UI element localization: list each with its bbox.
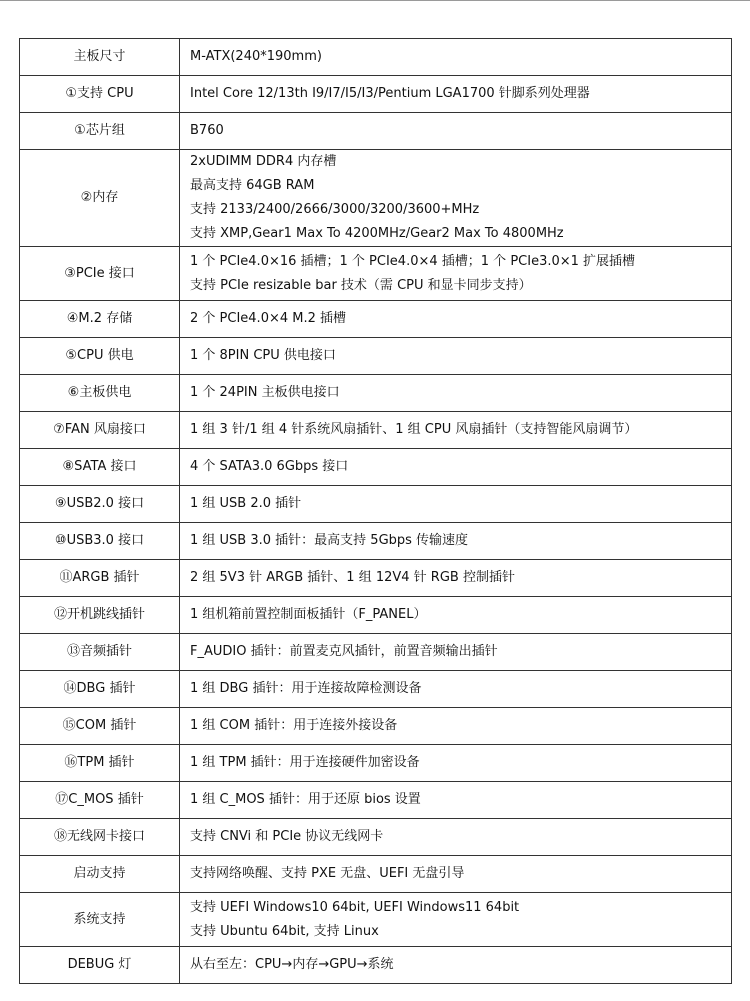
spec-label: ⑰C_MOS 插针 (55, 792, 144, 807)
spec-label-cell (20, 76, 180, 113)
spec-label-cell (20, 412, 180, 449)
spec-value-cell (180, 76, 732, 113)
spec-value-cell (180, 449, 732, 486)
spec-value-line: 1 个 24PIN 主板供电接口 (190, 385, 340, 400)
spec-label: 启动支持 (73, 866, 126, 881)
top-rule (0, 0, 750, 1)
spec-value-line: 从右至左：CPU→内存→GPU→系统 (190, 957, 394, 972)
spec-value-line: 支持 PCIe resizable bar 技术（需 CPU 和显卡同步支持） (190, 277, 532, 293)
spec-value-cell (180, 39, 732, 76)
spec-row (20, 113, 732, 150)
spec-label-cell (20, 301, 180, 338)
spec-value-line: 支持 CNVi 和 PCIe 协议无线网卡 (190, 829, 384, 844)
spec-value-line: 1 组 TPM 插针：用于连接硬件加密设备 (190, 755, 420, 770)
spec-label-cell (20, 150, 180, 247)
spec-row (20, 856, 732, 893)
spec-value-cell (180, 375, 732, 412)
spec-value-cell (180, 634, 732, 671)
spec-label: DEBUG 灯 (67, 957, 132, 972)
spec-row (20, 782, 732, 819)
spec-label: ③PCIe 接口 (64, 265, 135, 281)
spec-value-cell (180, 782, 732, 819)
spec-value-line: 支持 UEFI Windows10 64bit, UEFI Windows11 64bit (190, 899, 520, 915)
spec-row (20, 449, 732, 486)
spec-value-line: 4 个 SATA3.0 6Gbps 接口 (190, 459, 349, 474)
spec-row (20, 947, 732, 984)
spec-label-cell (20, 745, 180, 782)
spec-label-cell (20, 597, 180, 634)
spec-value-cell (180, 597, 732, 634)
spec-value-line: 支持 XMP,Gear1 Max To 4200MHz/Gear2 Max To 4800MHz (190, 226, 564, 241)
spec-label: ④M.2 存储 (66, 311, 133, 326)
spec-value-cell (180, 947, 732, 984)
spec-label: ⑮COM 插针 (62, 718, 137, 733)
spec-value-line: 1 组 C_MOS 插针：用于还原 bios 设置 (190, 792, 421, 807)
spec-label-cell (20, 634, 180, 671)
spec-row (20, 523, 732, 560)
spec-value-cell (180, 113, 732, 150)
spec-label-cell (20, 375, 180, 412)
spec-label-cell (20, 523, 180, 560)
spec-value-line: 1 组 USB 3.0 插针：最高支持 5Gbps 传输速度 (190, 533, 469, 548)
spec-value-line: 1 组 COM 插针：用于连接外接设备 (190, 718, 398, 733)
spec-label-cell (20, 782, 180, 819)
spec-label-cell (20, 113, 180, 150)
spec-value-cell (180, 486, 732, 523)
spec-label-cell (20, 247, 180, 301)
spec-row (20, 560, 732, 597)
spec-row (20, 486, 732, 523)
spec-row (20, 597, 732, 634)
spec-label: ⑱无线网卡接口 (53, 829, 145, 844)
spec-label-cell (20, 486, 180, 523)
spec-label: ⑧SATA 接口 (62, 459, 137, 474)
spec-value-line: 最高支持 64GB RAM (190, 178, 315, 193)
spec-row (20, 76, 732, 113)
spec-row (20, 819, 732, 856)
spec-row (20, 338, 732, 375)
spec-label-cell (20, 338, 180, 375)
spec-label: ⑪ARGB 插针 (59, 570, 140, 585)
spec-row (20, 745, 732, 782)
spec-value-line: 支持 Ubuntu 64bit, 支持 Linux (190, 923, 379, 939)
spec-label: ⑤CPU 供电 (65, 348, 134, 363)
spec-table (19, 38, 732, 984)
spec-label-cell (20, 856, 180, 893)
spec-value-line: 1 组 USB 2.0 插针 (190, 496, 302, 511)
spec-value-line: 1 组机箱前置控制面板插针（F_PANEL） (190, 607, 427, 622)
spec-value-line: Intel Core 12/13th I9/I7/I5/I3/Pentium LGA1700 针脚系列处理器 (190, 86, 590, 101)
spec-row (20, 893, 732, 947)
spec-row (20, 634, 732, 671)
spec-row (20, 150, 732, 247)
spec-label: 系统支持 (73, 911, 126, 927)
spec-label: ⑯TPM 插针 (64, 755, 135, 770)
spec-value-cell (180, 412, 732, 449)
spec-row (20, 301, 732, 338)
spec-value-cell (180, 338, 732, 375)
spec-value-cell (180, 560, 732, 597)
spec-row (20, 247, 732, 301)
spec-label-cell (20, 819, 180, 856)
spec-row (20, 708, 732, 745)
spec-table-body (20, 39, 732, 984)
spec-value-line: 2 个 PCIe4.0×4 M.2 插槽 (190, 311, 347, 326)
spec-label-cell (20, 947, 180, 984)
spec-label: ⑨USB2.0 接口 (54, 496, 145, 511)
spec-value-cell (180, 745, 732, 782)
spec-label: ①支持 CPU (65, 86, 134, 101)
spec-label: ①芯片组 (74, 123, 125, 138)
spec-label-cell (20, 560, 180, 597)
spec-value-line: 2 组 5V3 针 ARGB 插针、1 组 12V4 针 RGB 控制插针 (190, 570, 515, 585)
spec-label-cell (20, 449, 180, 486)
spec-row (20, 39, 732, 76)
spec-label-cell (20, 708, 180, 745)
spec-value-cell (180, 301, 732, 338)
spec-label: ⑩USB3.0 接口 (54, 533, 145, 548)
spec-value-line: 1 组 3 针/1 组 4 针系统风扇插针、1 组 CPU 风扇插针（支持智能风扇调节） (190, 422, 638, 437)
spec-label: ⑭DBG 插针 (63, 681, 136, 696)
spec-value-cell (180, 150, 732, 247)
spec-row (20, 671, 732, 708)
spec-value-cell (180, 708, 732, 745)
spec-value-line: 1 组 DBG 插针：用于连接故障检测设备 (190, 681, 422, 696)
spec-value-cell (180, 856, 732, 893)
spec-value-line: B760 (190, 123, 224, 138)
spec-label: ⑥主板供电 (67, 385, 132, 400)
spec-row (20, 412, 732, 449)
spec-label: ②内存 (80, 190, 119, 205)
spec-label: ⑫开机跳线插针 (53, 607, 145, 622)
spec-value-line: F_AUDIO 插针：前置麦克风插针，前置音频输出插针 (190, 644, 498, 659)
spec-value-cell (180, 893, 732, 947)
spec-label: ⑦FAN 风扇接口 (53, 422, 146, 437)
spec-label-cell (20, 39, 180, 76)
spec-value-line: 2xUDIMM DDR4 内存槽 (190, 154, 337, 169)
spec-value-line: 1 个 PCIe4.0×16 插槽；1 个 PCIe4.0×4 插槽；1 个 PCIe3.0×1 扩展插槽 (190, 253, 636, 269)
spec-row (20, 375, 732, 412)
spec-value-cell (180, 523, 732, 560)
spec-label-cell (20, 893, 180, 947)
spec-value-line: 支持网络唤醒、支持 PXE 无盘、UEFI 无盘引导 (190, 866, 465, 881)
spec-value-cell (180, 819, 732, 856)
spec-value-line: 支持 2133/2400/2666/3000/3200/3600+MHz (190, 202, 480, 217)
spec-value-cell (180, 247, 732, 301)
spec-value-cell (180, 671, 732, 708)
spec-value-line: M-ATX(240*190mm) (190, 49, 322, 64)
spec-value-line: 1 个 8PIN CPU 供电接口 (190, 348, 336, 363)
spec-label: 主板尺寸 (73, 49, 126, 64)
spec-label: ⑬音频插针 (66, 644, 132, 659)
spec-label-cell (20, 671, 180, 708)
